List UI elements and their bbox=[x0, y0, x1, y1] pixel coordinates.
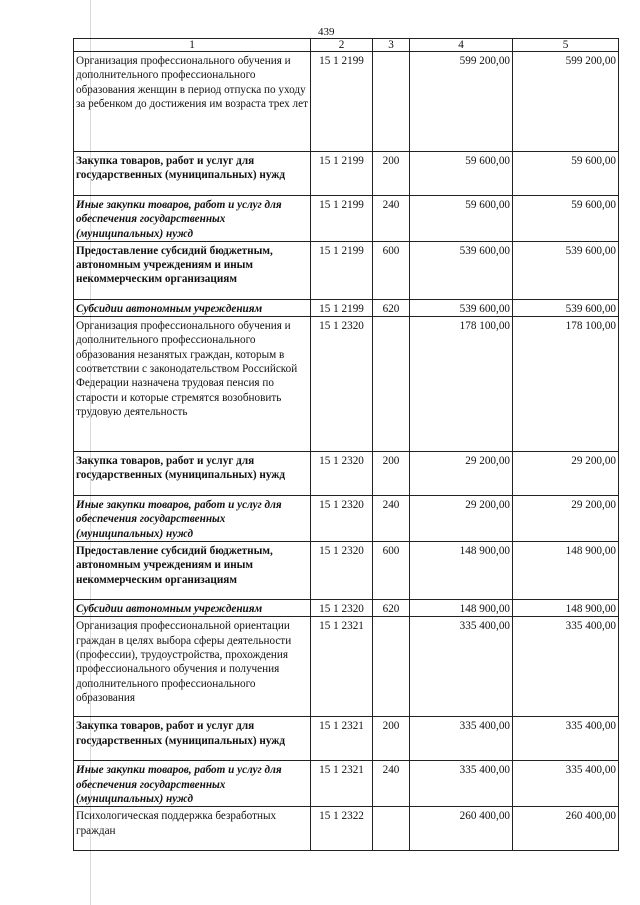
table-row bbox=[74, 807, 619, 851]
row-name-cell: Иные закупки товаров, работ и услуг для обеспечения государственных (муниципальных) нужд bbox=[74, 761, 311, 807]
row-amount-1-cell: 29 200,00 bbox=[410, 496, 513, 542]
table-row bbox=[74, 52, 619, 152]
table-row bbox=[74, 717, 619, 761]
row-amount-1-cell: 178 100,00 bbox=[410, 317, 513, 452]
row-amount-2-cell: 59 600,00 bbox=[513, 196, 619, 242]
column-header-5: 5 bbox=[513, 39, 619, 52]
row-amount-2-cell: 335 400,00 bbox=[513, 717, 619, 761]
row-type-cell: 240 bbox=[373, 496, 410, 542]
row-name-cell: Закупка товаров, работ и услуг для государственных (муниципальных) нужд bbox=[74, 152, 311, 196]
row-type-cell: 200 bbox=[373, 152, 410, 196]
row-name-cell: Предоставление субсидий бюджетным, автономным учреждениям и иным некоммерческим организациям bbox=[74, 542, 311, 600]
table-row bbox=[74, 196, 619, 242]
row-name-cell: Психологическая поддержка безработных граждан bbox=[74, 807, 311, 851]
row-type-cell bbox=[373, 52, 410, 152]
column-header-1: 1 bbox=[74, 39, 311, 52]
row-amount-2-cell: 59 600,00 bbox=[513, 152, 619, 196]
row-amount-2-cell: 148 900,00 bbox=[513, 542, 619, 600]
row-code-cell: 15 1 2199 bbox=[311, 241, 373, 299]
row-amount-2-cell: 148 900,00 bbox=[513, 600, 619, 617]
table-row bbox=[74, 452, 619, 496]
column-header-4: 4 bbox=[410, 39, 513, 52]
row-amount-2-cell: 539 600,00 bbox=[513, 299, 619, 316]
row-amount-2-cell: 260 400,00 bbox=[513, 807, 619, 851]
budget-table bbox=[73, 38, 619, 851]
table-row bbox=[74, 496, 619, 542]
row-type-cell bbox=[373, 617, 410, 717]
row-name-cell: Организация профессионального обучения и дополнительного профессионального образования незанятых граждан, которым в соответствии с законодательством Российской Федерации назначена трудовая пенсия по старости и которые стремятся возобновить трудовую деятельность bbox=[74, 317, 311, 452]
row-code-cell: 15 1 2199 bbox=[311, 152, 373, 196]
row-amount-2-cell: 335 400,00 bbox=[513, 761, 619, 807]
row-type-cell bbox=[373, 317, 410, 452]
row-code-cell: 15 1 2321 bbox=[311, 717, 373, 761]
row-code-cell: 15 1 2321 bbox=[311, 761, 373, 807]
row-code-cell: 15 1 2320 bbox=[311, 452, 373, 496]
row-name-cell: Иные закупки товаров, работ и услуг для обеспечения государственных (муниципальных) нужд bbox=[74, 496, 311, 542]
row-type-cell: 200 bbox=[373, 452, 410, 496]
table-row bbox=[74, 152, 619, 196]
table-row bbox=[74, 600, 619, 617]
row-name-cell: Субсидии автономным учреждениям bbox=[74, 600, 311, 617]
row-code-cell: 15 1 2322 bbox=[311, 807, 373, 851]
table-row bbox=[74, 317, 619, 452]
row-amount-2-cell: 178 100,00 bbox=[513, 317, 619, 452]
row-type-cell: 600 bbox=[373, 542, 410, 600]
column-number-row bbox=[74, 39, 619, 52]
row-amount-1-cell: 29 200,00 bbox=[410, 452, 513, 496]
page-number: 439 bbox=[318, 26, 335, 38]
row-amount-1-cell: 335 400,00 bbox=[410, 761, 513, 807]
row-amount-1-cell: 599 200,00 bbox=[410, 52, 513, 152]
row-type-cell bbox=[373, 807, 410, 851]
row-amount-1-cell: 335 400,00 bbox=[410, 717, 513, 761]
row-code-cell: 15 1 2320 bbox=[311, 317, 373, 452]
row-amount-1-cell: 148 900,00 bbox=[410, 600, 513, 617]
column-header-3: 3 bbox=[373, 39, 410, 52]
row-code-cell: 15 1 2321 bbox=[311, 617, 373, 717]
row-code-cell: 15 1 2199 bbox=[311, 196, 373, 242]
row-name-cell: Субсидии автономным учреждениям bbox=[74, 299, 311, 316]
row-amount-1-cell: 335 400,00 bbox=[410, 617, 513, 717]
row-type-cell: 620 bbox=[373, 299, 410, 316]
row-type-cell: 240 bbox=[373, 761, 410, 807]
row-code-cell: 15 1 2199 bbox=[311, 299, 373, 316]
table-row bbox=[74, 617, 619, 717]
table-row bbox=[74, 299, 619, 316]
row-code-cell: 15 1 2320 bbox=[311, 542, 373, 600]
table-row bbox=[74, 542, 619, 600]
row-name-cell: Закупка товаров, работ и услуг для государственных (муниципальных) нужд bbox=[74, 452, 311, 496]
table-row bbox=[74, 761, 619, 807]
row-name-cell: Организация профессиональной ориентации граждан в целях выбора сферы деятельности (профессии), трудоустройства, прохождения профессионального обучения и получения дополнительного профессионального образования bbox=[74, 617, 311, 717]
row-amount-1-cell: 539 600,00 bbox=[410, 241, 513, 299]
row-code-cell: 15 1 2320 bbox=[311, 600, 373, 617]
row-amount-2-cell: 599 200,00 bbox=[513, 52, 619, 152]
row-amount-1-cell: 260 400,00 bbox=[410, 807, 513, 851]
row-type-cell: 240 bbox=[373, 196, 410, 242]
row-amount-1-cell: 59 600,00 bbox=[410, 196, 513, 242]
row-amount-2-cell: 539 600,00 bbox=[513, 241, 619, 299]
row-amount-2-cell: 29 200,00 bbox=[513, 496, 619, 542]
row-name-cell: Иные закупки товаров, работ и услуг для обеспечения государственных (муниципальных) нужд bbox=[74, 196, 311, 242]
row-amount-1-cell: 539 600,00 bbox=[410, 299, 513, 316]
table-body bbox=[74, 52, 619, 851]
column-header-2: 2 bbox=[311, 39, 373, 52]
row-type-cell: 200 bbox=[373, 717, 410, 761]
row-amount-1-cell: 148 900,00 bbox=[410, 542, 513, 600]
row-name-cell: Организация профессионального обучения и дополнительного профессионального образования женщин в период отпуска по уходу за ребенком до достижения им возраста трех лет bbox=[74, 52, 311, 152]
row-name-cell: Закупка товаров, работ и услуг для государственных (муниципальных) нужд bbox=[74, 717, 311, 761]
row-type-cell: 620 bbox=[373, 600, 410, 617]
row-amount-2-cell: 29 200,00 bbox=[513, 452, 619, 496]
row-type-cell: 600 bbox=[373, 241, 410, 299]
row-name-cell: Предоставление субсидий бюджетным, автономным учреждениям и иным некоммерческим организациям bbox=[74, 241, 311, 299]
row-amount-2-cell: 335 400,00 bbox=[513, 617, 619, 717]
row-code-cell: 15 1 2199 bbox=[311, 52, 373, 152]
row-amount-1-cell: 59 600,00 bbox=[410, 152, 513, 196]
row-code-cell: 15 1 2320 bbox=[311, 496, 373, 542]
table-row bbox=[74, 241, 619, 299]
